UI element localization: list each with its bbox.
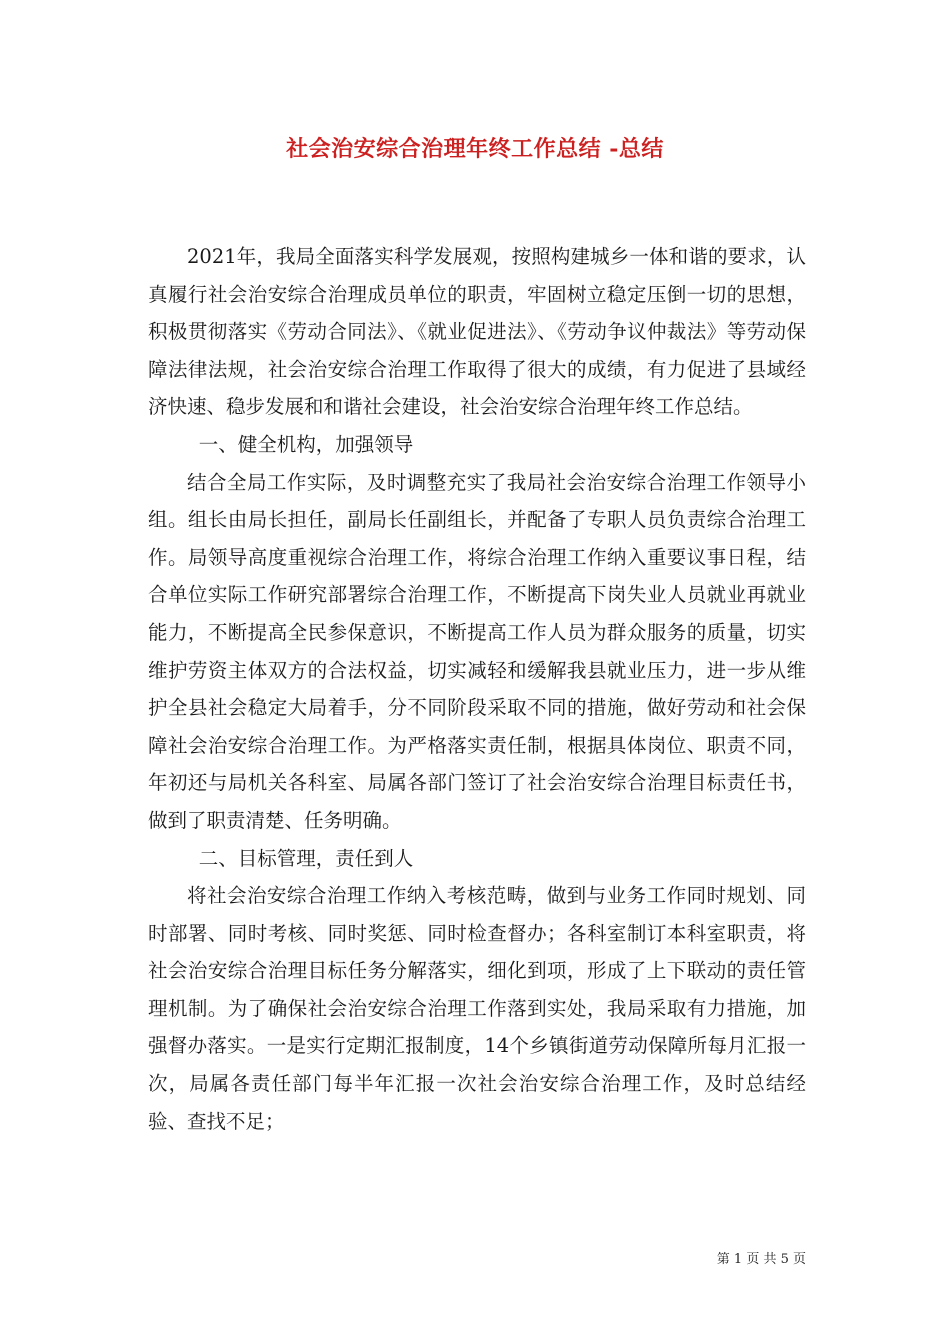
section-heading-1: 一、健全机构，加强领导 xyxy=(198,432,414,456)
paragraph-intro: 2021年，我局全面落实科学发展观，按照构建城乡一体和谐的要求，认真履行社会治安综合治理成员单位的职责，牢固树立稳定压倒一切的思想，积极贯彻落实《劳动合同法》、《就业促进法》、《劳动争议仲裁法》等劳动保障法律法规，社会治安综合治理工作取得了很大的成绩，有力促进了县域经济快速、稳步发展和和谐社会建设，社会治安综合治理年终工作总结。 xyxy=(148,245,806,419)
paragraph-section-1: 结合全局工作实际，及时调整充实了我局社会治安综合治理工作领导小组。组长由局长担任，副局长任副组长，并配备了专职人员负责综合治理工作。局领导高度重视综合治理工作，将综合治理工作纳入重要议事日程，结合单位实际工作研究部署综合治理工作，不断提高下岗失业人员就业再就业能力，不断提高全民参保意识，不断提高工作人员为群众服务的质量，切实维护劳资主体双方的合法权益，切实减轻和缓解我县就业压力，进一步从维护全县社会稳定大局着手，分不同阶段采取不同的措施，做好劳动和社会保障社会治安综合治理工作。为严格落实责任制，根据具体岗位、职责不同，年初还与局机关各科室、局属各部门签订了社会治安综合治理目标责任书，做到了职责清楚、任务明确。 xyxy=(148,470,806,832)
document-title: 社会治安综合治理年终工作总结 -总结 xyxy=(286,136,664,162)
document-body xyxy=(148,238,806,1140)
section-heading-2: 二、目标管理，责任到人 xyxy=(198,846,414,870)
page-number: 第 1 页 共 5 页 xyxy=(716,1252,806,1267)
paragraph-section-2: 将社会治安综合治理工作纳入考核范畴，做到与业务工作同时规划、同时部署、同时考核、同时奖惩、同时检查督办；各科室制订本科室职责，将社会治安综合治理目标任务分解落实，细化到项，形成了上下联动的责任管理机制。为了确保社会治安综合治理工作落到实处，我局采取有力措施，加强督办落实。一是实行定期汇报制度，14个乡镇街道劳动保障所每月汇报一次，局属各责任部门每半年汇报一次社会治安综合治理工作，及时总结经验、查找不足； xyxy=(148,884,806,1133)
